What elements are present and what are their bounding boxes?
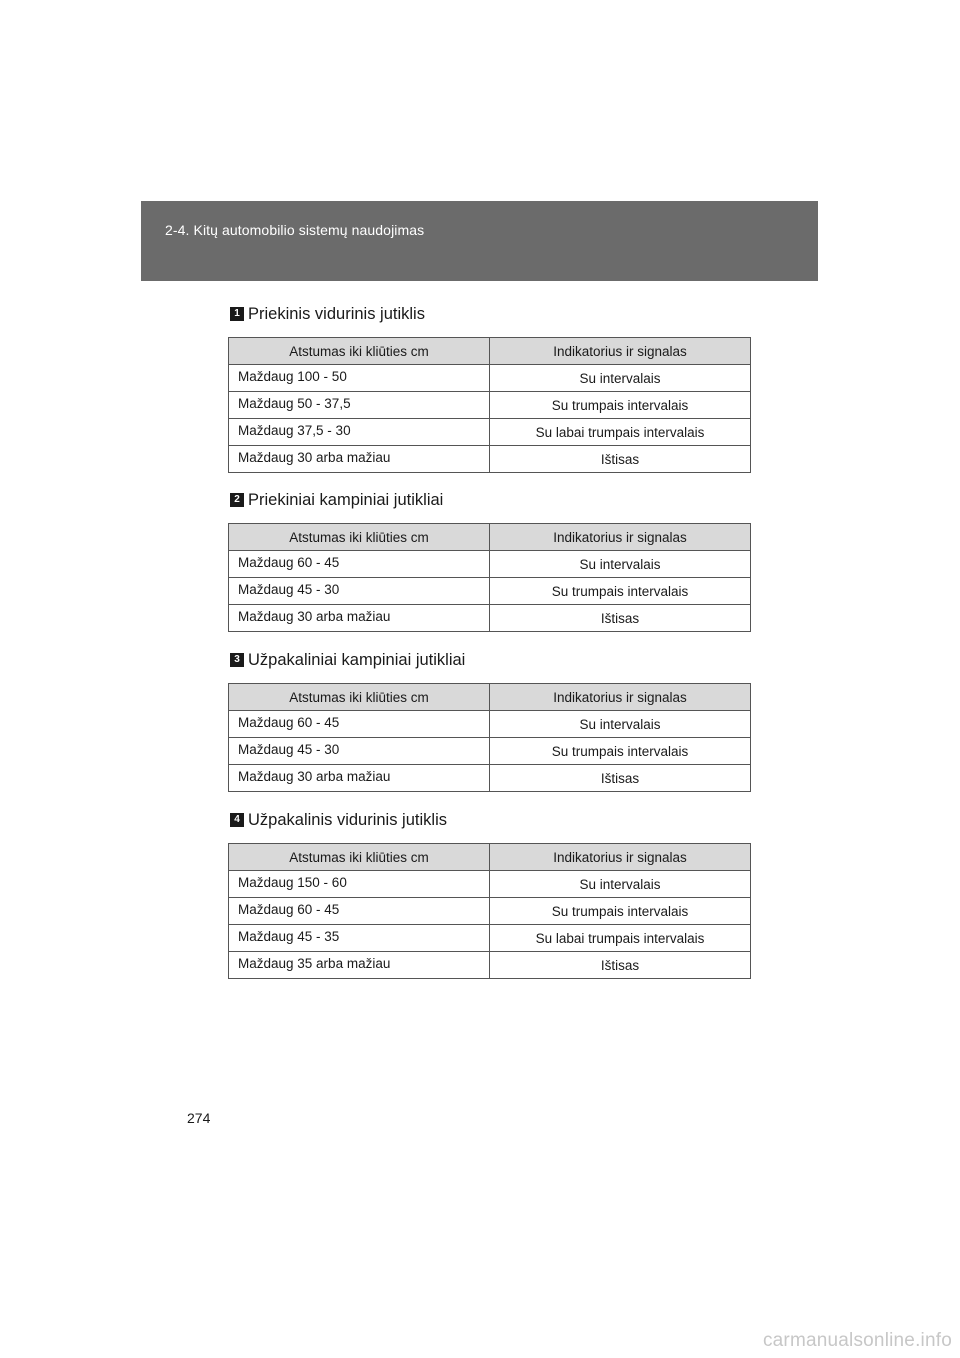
- table-row: [229, 446, 751, 473]
- section-heading: [228, 303, 750, 325]
- column-header-signal: Indikatorius ir signalas: [490, 844, 751, 871]
- distance-cell: Maždaug 35 arba mažiau: [229, 952, 490, 979]
- table-row: [229, 419, 751, 446]
- distance-cell: Maždaug 30 arba mažiau: [229, 765, 490, 792]
- chapter-title: 2-4. Kitų automobilio sistemų naudojimas: [165, 222, 425, 238]
- section-title: Užpakalinis vidurinis jutiklis: [248, 810, 447, 829]
- table-row: [229, 711, 751, 738]
- column-header-distance: Atstumas iki kliūties cm: [229, 684, 490, 711]
- distance-cell: Maždaug 150 - 60: [229, 871, 490, 898]
- signal-cell: Ištisas: [490, 446, 751, 473]
- distance-cell: Maždaug 50 - 37,5: [229, 392, 490, 419]
- distance-cell: Maždaug 30 arba mažiau: [229, 446, 490, 473]
- distance-signal-table: [228, 337, 751, 473]
- table-row: [229, 898, 751, 925]
- table-row: [229, 551, 751, 578]
- distance-signal-table: [228, 683, 751, 792]
- distance-signal-table: [228, 523, 751, 632]
- section-number-badge: 2: [230, 493, 244, 507]
- chapter-header: [141, 201, 818, 281]
- distance-cell: Maždaug 45 - 35: [229, 925, 490, 952]
- section-title: Priekinis vidurinis jutiklis: [248, 304, 425, 323]
- distance-cell: Maždaug 100 - 50: [229, 365, 490, 392]
- signal-cell: Su trumpais intervalais: [490, 392, 751, 419]
- table-row: [229, 738, 751, 765]
- signal-cell: Su labai trumpais intervalais: [490, 419, 751, 446]
- distance-signal-table: [228, 843, 751, 979]
- signal-cell: Su trumpais intervalais: [490, 898, 751, 925]
- signal-cell: Su labai trumpais intervalais: [490, 925, 751, 952]
- distance-cell: Maždaug 60 - 45: [229, 898, 490, 925]
- section-heading: [228, 489, 750, 511]
- signal-cell: Su intervalais: [490, 871, 751, 898]
- table-row: [229, 765, 751, 792]
- signal-cell: Ištisas: [490, 952, 751, 979]
- column-header-distance: Atstumas iki kliūties cm: [229, 524, 490, 551]
- signal-cell: Su trumpais intervalais: [490, 738, 751, 765]
- table-row: [229, 925, 751, 952]
- page-number: 274: [187, 1110, 211, 1126]
- table-header-row: [229, 524, 751, 551]
- column-header-signal: Indikatorius ir signalas: [490, 524, 751, 551]
- section-number-badge: 4: [230, 813, 244, 827]
- table-row: [229, 952, 751, 979]
- distance-cell: Maždaug 45 - 30: [229, 578, 490, 605]
- section-front-center-sensor: [228, 303, 750, 473]
- column-header-distance: Atstumas iki kliūties cm: [229, 338, 490, 365]
- section-number-badge: 3: [230, 653, 244, 667]
- column-header-signal: Indikatorius ir signalas: [490, 684, 751, 711]
- watermark: carmanualsonline.info: [762, 1330, 952, 1351]
- signal-cell: Su intervalais: [490, 551, 751, 578]
- section-front-corner-sensors: [228, 489, 750, 632]
- distance-cell: Maždaug 45 - 30: [229, 738, 490, 765]
- table-row: [229, 365, 751, 392]
- distance-cell: Maždaug 30 arba mažiau: [229, 605, 490, 632]
- section-title: Priekiniai kampiniai jutikliai: [248, 490, 444, 509]
- signal-cell: Ištisas: [490, 765, 751, 792]
- signal-cell: Su intervalais: [490, 711, 751, 738]
- section-rear-corner-sensors: [228, 649, 750, 792]
- column-header-distance: Atstumas iki kliūties cm: [229, 844, 490, 871]
- section-heading: [228, 809, 750, 831]
- section-number-badge: 1: [230, 307, 244, 321]
- table-row: [229, 578, 751, 605]
- signal-cell: Su trumpais intervalais: [490, 578, 751, 605]
- table-header-row: [229, 684, 751, 711]
- table-row: [229, 871, 751, 898]
- signal-cell: Su intervalais: [490, 365, 751, 392]
- table-header-row: [229, 844, 751, 871]
- distance-cell: Maždaug 60 - 45: [229, 551, 490, 578]
- distance-cell: Maždaug 37,5 - 30: [229, 419, 490, 446]
- table-row: [229, 392, 751, 419]
- signal-cell: Ištisas: [490, 605, 751, 632]
- column-header-signal: Indikatorius ir signalas: [490, 338, 751, 365]
- section-heading: [228, 649, 750, 671]
- section-rear-center-sensor: [228, 809, 750, 979]
- table-row: [229, 605, 751, 632]
- distance-cell: Maždaug 60 - 45: [229, 711, 490, 738]
- table-header-row: [229, 338, 751, 365]
- section-title: Užpakaliniai kampiniai jutikliai: [248, 650, 466, 669]
